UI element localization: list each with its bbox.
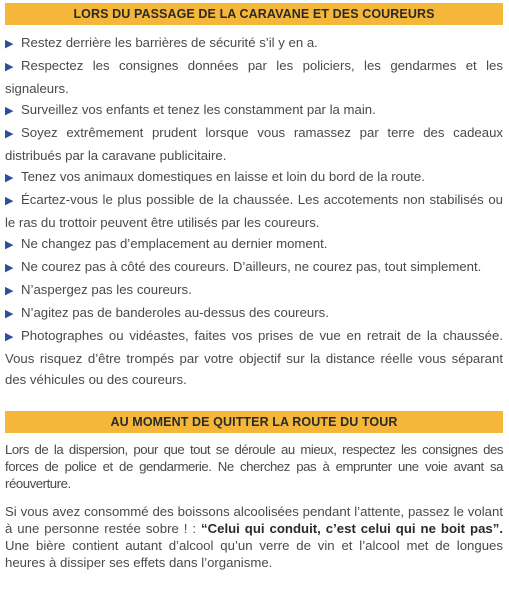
list-item [5, 166, 503, 189]
dispersion-paragraph: Lors de la dispersion, pour que tout se déroule au mieux, respectez les consignes des forces de police et de gendarmerie. Ne cherchez pas à emprunter une voie avant sa réouverture. [5, 442, 503, 492]
alcohol-slogan: “Celui qui conduit, c’est celui qui ne boit pas”. [201, 520, 503, 536]
triangle-right-icon: ▶ [5, 262, 14, 274]
triangle-right-icon: ▶ [5, 285, 14, 297]
triangle-right-icon: ▶ [5, 61, 14, 73]
section1-heading: LORS DU PASSAGE DE LA CARAVANE ET DES COUREURS [5, 3, 503, 25]
list-item-text: Ne courez pas à côté des coureurs. D’ailleurs, ne courez pas, tout simplement. [21, 259, 482, 274]
list-item-text: Ne changez pas d’emplacement au dernier moment. [21, 236, 328, 251]
list-item-text: Soyez extrêmement prudent lorsque vous ramassez par terre des cadeaux distribués par la caravane publicitaire. [5, 125, 503, 163]
alcohol-paragraph-end: Une bière contient autant d’alcool qu’un verre de vin et l’alcool met de longues heures à dissiper ses effets dans l’organisme. [5, 538, 503, 571]
list-item [5, 32, 503, 55]
triangle-right-icon: ▶ [5, 38, 14, 50]
list-item-text: Tenez vos animaux domestiques en laisse et loin du bord de la route. [21, 169, 425, 184]
list-item [5, 99, 503, 122]
triangle-right-icon: ▶ [5, 331, 14, 343]
list-item [5, 256, 503, 279]
list-item [5, 325, 503, 390]
triangle-right-icon: ▶ [5, 239, 14, 251]
triangle-right-icon: ▶ [5, 172, 14, 184]
list-item-text: Respectez les consignes données par les policiers, les gendarmes et les signaleurs. [5, 58, 503, 96]
list-item-text: N’agitez pas de banderoles au-dessus des coureurs. [21, 305, 329, 320]
alcohol-paragraph [5, 503, 503, 572]
list-item [5, 279, 503, 302]
list-item-text: Restez derrière les barrières de sécurité s’il y en a. [21, 35, 318, 50]
list-item [5, 55, 503, 99]
list-item-text: Surveillez vos enfants et tenez les constamment par la main. [21, 102, 376, 117]
alcohol-paragraph-intro: Si vous avez consommé des boissons alcoolisées pendant l’attente, passez le volant à une personne restée sobre ! : [5, 503, 503, 536]
list-item-text: Écartez-vous le plus possible de la chaussée. Les accotements non stabilisés ou le ras du trottoir peuvent être utilisés par les coureurs. [5, 192, 503, 230]
list-item-text: N’aspergez pas les coureurs. [21, 282, 192, 297]
triangle-right-icon: ▶ [5, 128, 14, 140]
section-leaving-route [5, 411, 503, 571]
list-item [5, 302, 503, 325]
triangle-right-icon: ▶ [5, 308, 14, 320]
list-item-text: Photographes ou vidéastes, faites vos prises de vue en retrait de la chaussée. Vous risquez d’être trompés par votre objectif sur la distance réelle vous séparant des véhicules ou des coureurs. [5, 328, 503, 387]
triangle-right-icon: ▶ [5, 195, 14, 207]
triangle-right-icon: ▶ [5, 105, 14, 117]
list-item [5, 233, 503, 256]
list-item [5, 189, 503, 233]
section2-heading: AU MOMENT DE QUITTER LA ROUTE DU TOUR [5, 411, 503, 433]
section1-list [5, 32, 503, 390]
section-caravane-passage [5, 3, 503, 390]
list-item [5, 122, 503, 166]
